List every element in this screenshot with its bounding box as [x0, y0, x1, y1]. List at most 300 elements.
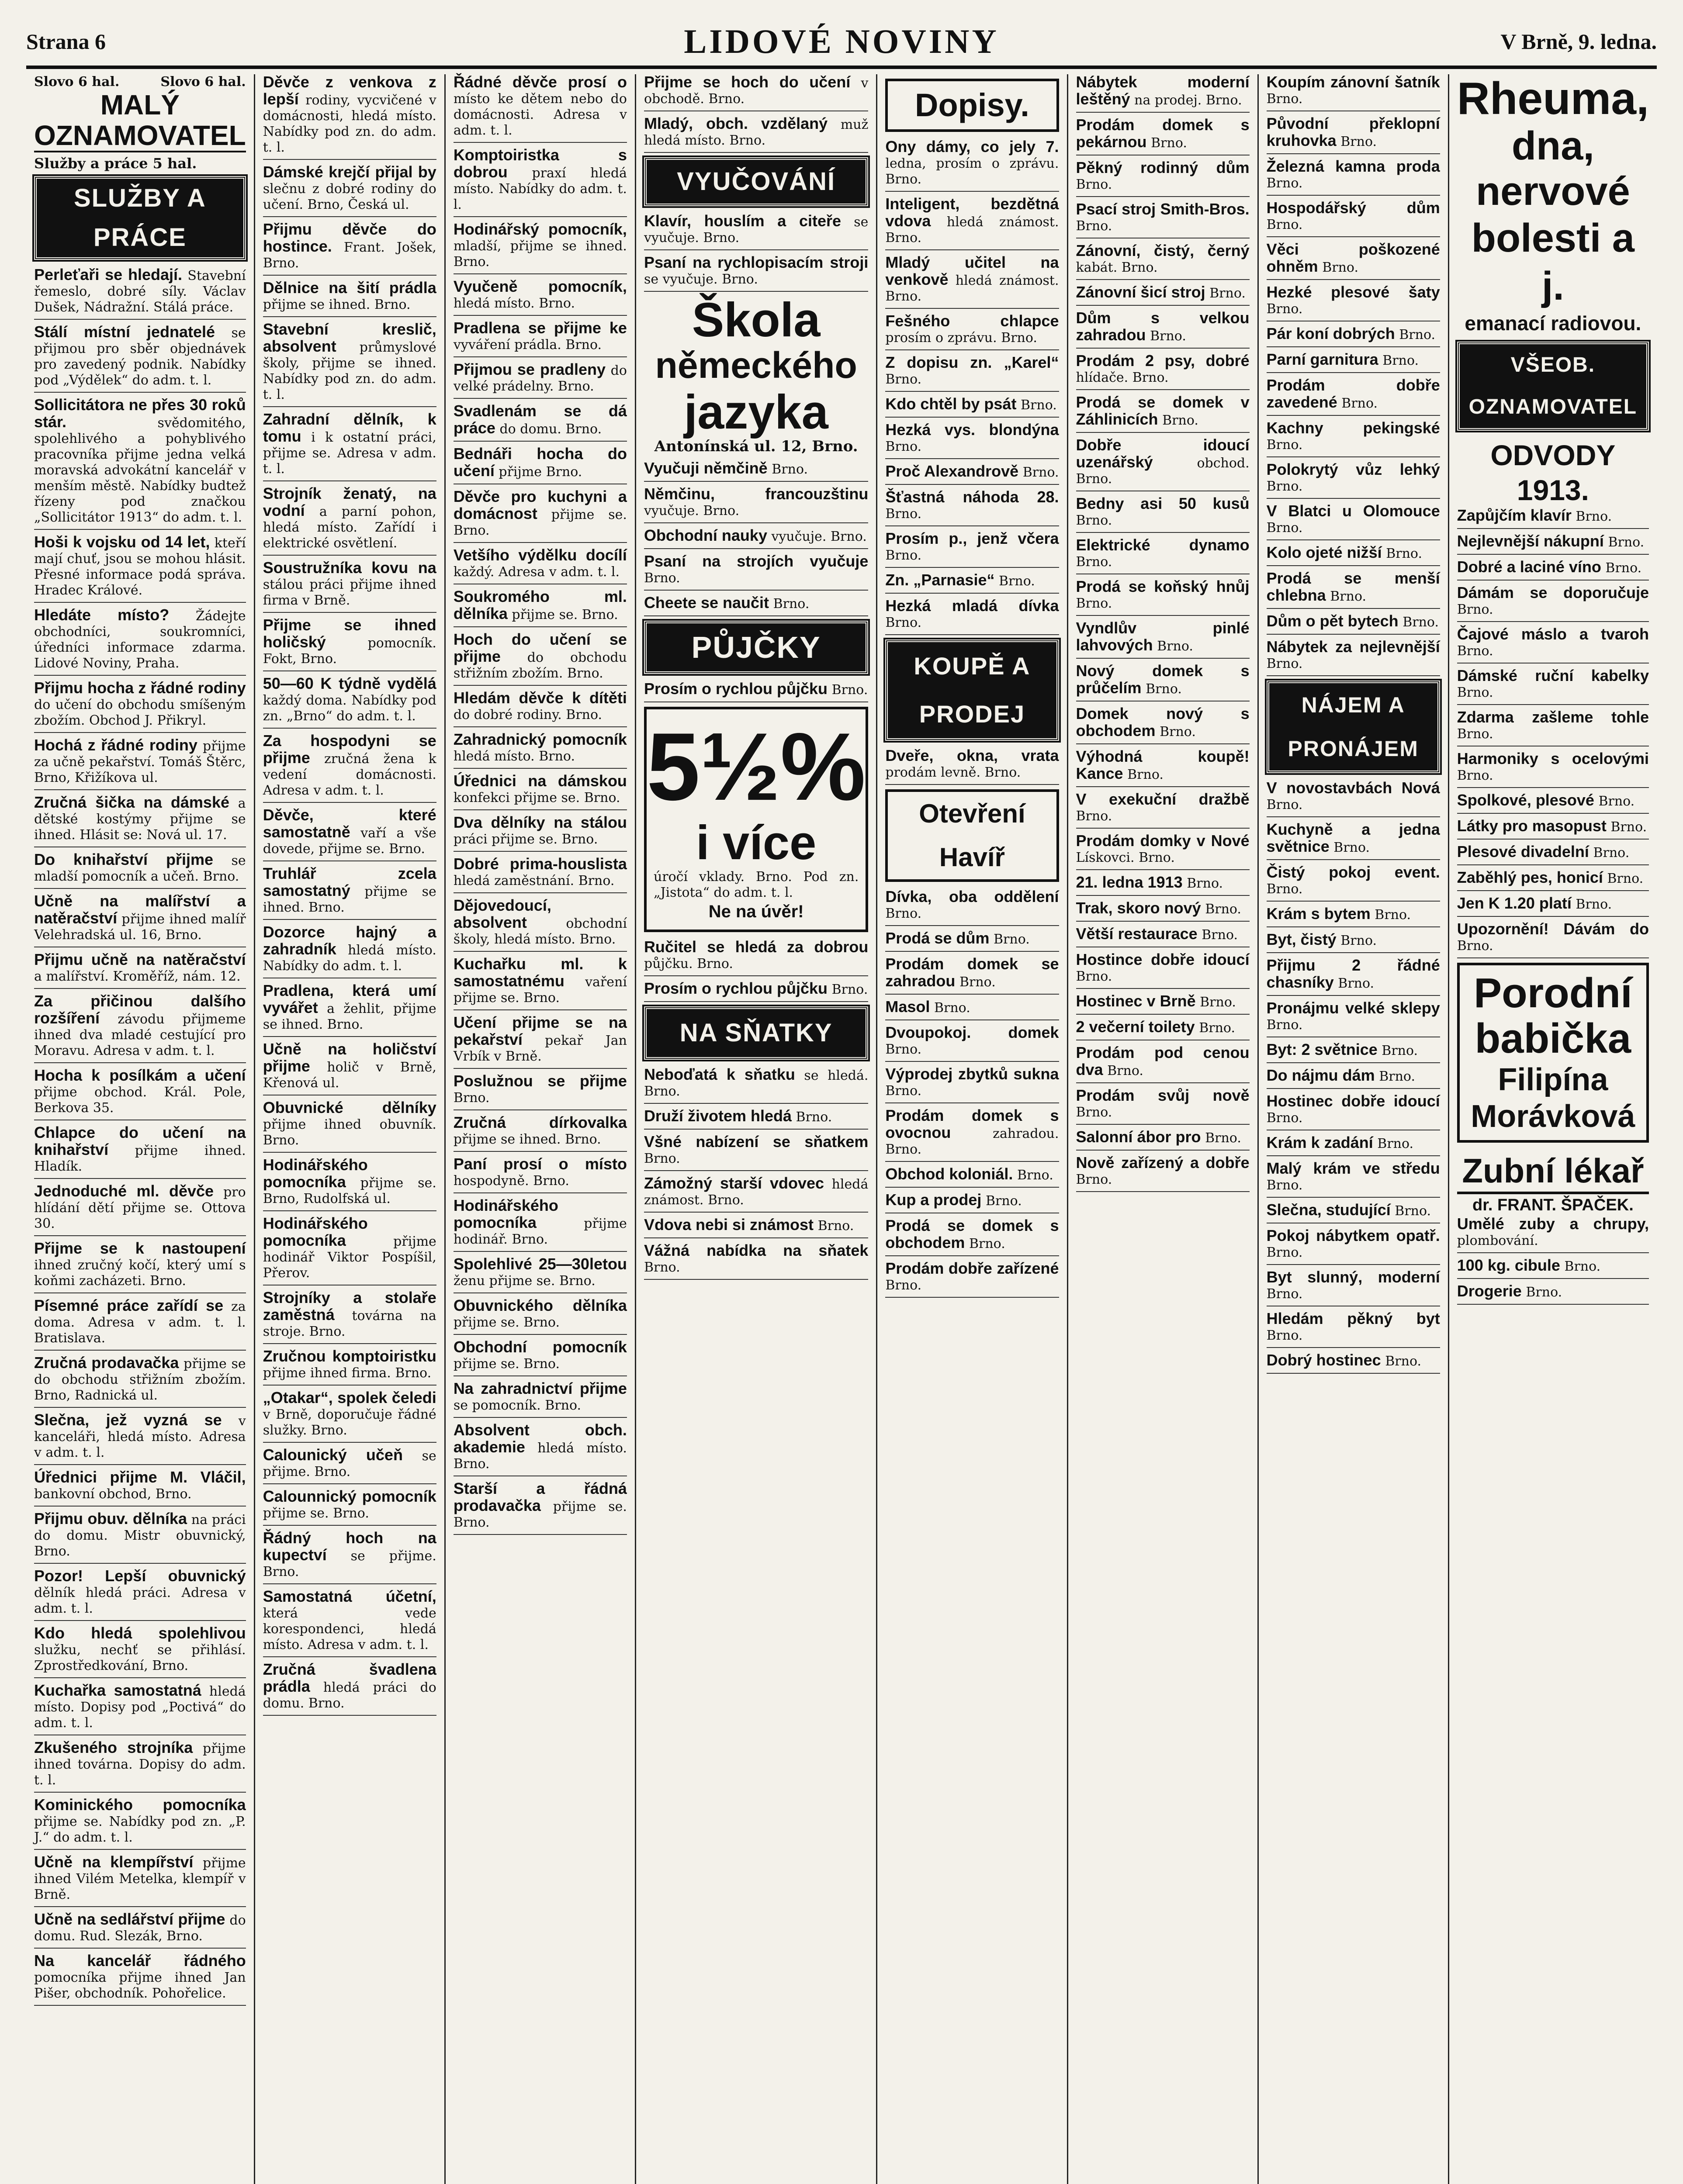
ad-lead: Zručná prodavačka — [34, 1354, 179, 1372]
ad-list — [644, 939, 868, 1002]
ad-text: Brno. — [934, 1000, 970, 1016]
classified-ad — [263, 321, 436, 407]
ad-text: Brno. — [1107, 1063, 1143, 1078]
ad-text: se pomocník. Brno. — [453, 1398, 582, 1413]
classified-ad — [1267, 1311, 1440, 1348]
classified-ad — [1076, 353, 1250, 390]
ad-text: Brno. — [1340, 134, 1377, 149]
ad-text: která vede korespondenci, hledá místo. Adresa v adm. t. l. — [263, 1606, 436, 1652]
ad-lead: Prodá se menší chlebna — [1266, 569, 1440, 604]
ad-lead: Masol — [885, 998, 930, 1016]
ad-text: Brno. — [1266, 1286, 1303, 1302]
ad-text: každý. Adresa v adm. t. l. — [453, 564, 620, 580]
ad-lead: Nábytek moderní leštěný — [1076, 73, 1250, 108]
ad-text: Brno. — [1200, 995, 1236, 1010]
classified-ad — [1267, 1202, 1440, 1223]
ad-lead: Slečna, jež vyzná se — [34, 1411, 222, 1429]
ad-text: Brno. — [1457, 643, 1493, 659]
ad-text: přijme hodinář Viktor Pospíšil, Přerov. — [263, 1234, 436, 1281]
ad-lead: Mladý učitel na venkově — [885, 253, 1059, 288]
masthead — [26, 17, 1657, 69]
newspaper-page — [26, 17, 1657, 2184]
classified-ad — [885, 355, 1059, 392]
ad-list — [644, 213, 868, 292]
ad-lead: Prodám dobře zařízené — [885, 1259, 1059, 1277]
ad-lead: Dobrý hostinec — [1266, 1351, 1381, 1369]
marriage-banner: NA SŇATKY — [644, 1006, 868, 1060]
ad-text: slečnu z dobré rodiny do učení. Brno, Česká ul. — [263, 181, 436, 212]
ad-lead: Nábytek za nejlevnější — [1266, 638, 1440, 656]
ad-lead: Kachny pekingské — [1266, 419, 1440, 437]
ad-lead: Vetšího výdělku docílí — [453, 546, 627, 564]
ad-text: přijme se. Brno. — [453, 1315, 560, 1330]
ad-text: Brno. — [1202, 927, 1238, 943]
ad-text: bankovní obchod, Brno. — [34, 1486, 192, 1502]
ad-text: přijme ihned malíř Velehradská ul. 16, Brno. — [34, 912, 246, 943]
classified-ad — [1267, 1352, 1440, 1374]
classified-ad — [1076, 201, 1250, 238]
classified-ad — [885, 889, 1059, 926]
ad-lead: Psací stroj Smith-Bros. — [1076, 200, 1250, 218]
ad-list — [1457, 508, 1649, 958]
classified-ad — [263, 486, 436, 556]
classified-ad — [263, 1100, 436, 1153]
classified-ad — [454, 1156, 627, 1193]
classified-ad — [34, 1355, 246, 1408]
ad-lead: Nový domek s průčelím — [1076, 662, 1250, 697]
ad-lead: Železná kamna proda — [1266, 157, 1440, 175]
ad-lead: Hoch do učení se přijme — [453, 630, 627, 665]
ad-text: do domu. Brno. — [499, 422, 602, 437]
ad-lead: V novostavbách Nová — [1266, 779, 1440, 797]
classified-ad — [34, 852, 246, 889]
classified-ad — [454, 690, 627, 727]
ad-text: továrna na stroje. Brno. — [263, 1308, 436, 1339]
ad-lead: Zručná šička na dámské — [34, 793, 229, 811]
ad-text: a malířství. Kroměříž, nám. 12. — [34, 969, 241, 984]
ad-lead: Prosím o rychlou půjčku — [644, 680, 828, 698]
classified-ad — [1076, 243, 1250, 280]
services-banner: SLUŽBY A PRÁCE — [34, 176, 246, 260]
classified-ad — [34, 1953, 246, 2006]
classified-ad — [263, 1530, 436, 1584]
classified-ad — [454, 589, 627, 627]
ad-lead: Calounnický pomocník — [263, 1487, 436, 1505]
ad-text: Brno. — [644, 1151, 680, 1166]
ad-lead: 50—60 K týdně vydělá — [263, 674, 436, 692]
ad-lead: Látky pro masopust — [1457, 817, 1607, 835]
ad-text: se mladší pomocník a učeň. Brno. — [34, 853, 246, 884]
ad-text: kteří mají chuť, jsou se mohou hlásit. Přesné informace podá správa. Hradec Králové. — [34, 536, 246, 598]
ad-lead: Učení přijme se na pekařství — [453, 1013, 627, 1048]
ad-lead: Písemné práce zařídí se — [34, 1296, 224, 1314]
ad-text: Brno. — [1341, 396, 1378, 411]
classified-ad — [1076, 926, 1250, 947]
ad-lead: Prodá se dům — [885, 929, 990, 947]
ad-lead: Klavír, houslím a citeře — [644, 212, 842, 230]
ad-lead: Hodinářského pomocníka — [263, 1214, 368, 1249]
ad-lead: Zánovní šicí stroj — [1076, 283, 1205, 301]
ad-text: služku, nechť se přihlásí. Zprostředkování, Brno. — [34, 1642, 246, 1673]
ad-lead: Hodinářský pomocník, — [453, 220, 627, 238]
classified-ad — [1267, 932, 1440, 953]
classified-ad — [34, 795, 246, 847]
ad-lead: Mladý, obch. vzdělaný — [644, 114, 828, 132]
ad-lead: Nejlevnější nákupní — [1457, 532, 1604, 550]
classified-ad — [885, 598, 1059, 635]
ad-lead: Parní garnitura — [1266, 350, 1378, 368]
ad-lead: Zahradní dělník, k tomu — [263, 410, 436, 445]
ad-text: Brno. — [1266, 656, 1303, 671]
ad-text: obchod. Brno. — [1076, 456, 1250, 487]
classified-ad — [454, 856, 627, 893]
classified-ad — [263, 1447, 436, 1484]
page-number: Strana 6 — [26, 29, 106, 54]
ad-text: Brno. — [1382, 1043, 1418, 1058]
classified-ad — [1076, 1019, 1250, 1040]
classified-ad — [34, 1625, 246, 1678]
ad-lead: Jednoduché ml. děvče — [34, 1182, 214, 1200]
ad-lead: Komptoiristka s dobrou — [453, 146, 627, 181]
ad-lead: Prodám domek s pekárnou — [1076, 116, 1250, 151]
classified-ad — [885, 531, 1059, 568]
ad-lead: Absolvent obch. akademie — [453, 1421, 627, 1456]
classified-ad — [1267, 200, 1440, 237]
classified-ad — [1457, 559, 1649, 581]
rheuma-text: emanací radiovou. — [1465, 312, 1641, 335]
classified-ad — [1457, 585, 1649, 622]
ad-text: pekař Jan Vrbík v Brně. — [453, 1033, 627, 1064]
ad-text: Brno. — [1382, 353, 1419, 368]
ad-lead: Dozorce hajný a zahradník — [263, 923, 436, 958]
midwife-box — [1457, 963, 1649, 1143]
ad-text: přijme ihned továrna. Dopisy do adm. t. l. — [34, 1741, 246, 1788]
ad-lead: Hledáte místo? — [34, 606, 170, 624]
classified-ad — [885, 956, 1059, 995]
ad-text: prodám levně. Brno. — [885, 765, 1021, 780]
ad-text: Brno. — [885, 1083, 922, 1099]
classified-ad — [1267, 420, 1440, 457]
ad-lead: Kuchyně a jedna světnice — [1266, 820, 1440, 855]
ad-text: Brno. — [1076, 969, 1112, 984]
interest-text: úročí vklady. Brno. Pod zn. „Jistota“ do adm. t. l. — [653, 869, 859, 900]
classified-ad — [34, 267, 246, 320]
ad-lead: Krám k zadání — [1266, 1133, 1373, 1151]
classified-ad — [263, 924, 436, 978]
ad-text: kabát. Brno. — [1076, 260, 1158, 275]
ad-lead: Obuvnické dělníky — [263, 1099, 436, 1116]
ad-text: Brno. — [1076, 596, 1112, 611]
ad-text: Brno. — [1457, 602, 1493, 617]
classified-ad — [1267, 545, 1440, 566]
classified-ad — [885, 463, 1059, 485]
classified-ad — [644, 595, 868, 616]
ad-lead: Větší restaurace — [1076, 925, 1198, 943]
ad-lead: Přijmu obuv. dělníka — [34, 1510, 187, 1527]
classified-ad — [1076, 117, 1250, 156]
ad-text: Brno. — [773, 596, 810, 612]
column-5 — [877, 74, 1068, 2184]
ad-text: muž hledá místo. Brno. — [644, 117, 869, 148]
ad-text: Brno. — [817, 1218, 854, 1234]
classified-ad — [454, 1015, 627, 1069]
interest-rate: 5½% — [646, 713, 866, 820]
classified-ad — [885, 255, 1059, 309]
ad-lead: Dívka, oba oddělení — [885, 888, 1059, 905]
classified-ad — [1076, 900, 1250, 922]
classified-ad — [454, 403, 627, 442]
classified-ad — [263, 1589, 436, 1657]
classified-ad — [34, 1511, 246, 1564]
ad-lead: Vážná nabídka na sňatek — [644, 1241, 869, 1259]
ad-text: Brno. — [1266, 479, 1303, 494]
ad-lead: Kominického pomocníka — [34, 1796, 246, 1814]
ad-lead: Prosím p., jenž včera — [885, 529, 1059, 547]
classified-ad — [1076, 496, 1250, 533]
classified-ad — [644, 116, 868, 153]
classified-ad — [454, 221, 627, 274]
classified-ad — [1076, 993, 1250, 1015]
ad-lead: Řádné děvče prosí o — [453, 73, 627, 91]
classified-ad — [1267, 1135, 1440, 1156]
classified-ad — [454, 320, 627, 357]
ad-lead: Zámožný starší vdovec — [644, 1174, 824, 1192]
ad-lead: Prodám domek s ovocnou — [885, 1106, 1059, 1141]
classified-ad — [263, 807, 436, 861]
ad-text: Brno. — [1457, 726, 1493, 742]
ad-lead: Učně na malířství a natěračství — [34, 892, 246, 927]
ad-text: se hledá. Brno. — [644, 1068, 869, 1099]
ad-lead: Prodá se domek v Záhlinicích — [1076, 393, 1250, 428]
ad-lead: Prodá se domek s obchodem — [885, 1216, 1059, 1251]
midwife-title-3: Filipína — [1498, 1062, 1608, 1097]
ad-text: Brno. — [1160, 724, 1196, 740]
interest-notice: Ne na úvěr! — [708, 902, 804, 921]
classified-ad — [885, 999, 1059, 1020]
ad-lead: Prodám domky v Nové — [1076, 832, 1250, 850]
ad-text: přijme se. Brno. — [453, 507, 627, 538]
classified-ad — [1457, 870, 1649, 891]
interest-box — [644, 707, 868, 932]
classified-ad — [1076, 160, 1250, 197]
ad-lead: Krám s bytem — [1266, 905, 1371, 923]
classified-ad — [1267, 159, 1440, 196]
classified-ad — [885, 396, 1059, 418]
ad-lead: Proč Alexandrově — [885, 462, 1019, 480]
column-4 — [636, 74, 877, 2184]
ad-text: i k ostatní práci, přijme se. Adresa v adm. t. l. — [263, 430, 436, 477]
classified-ad — [34, 1797, 246, 1850]
ad-lead: Inteligent, bezdětná vdova — [885, 195, 1059, 230]
ad-lead: Prodá se koňský hnůj — [1076, 577, 1250, 595]
classified-ad — [1267, 503, 1440, 540]
ad-lead: Pokoj nábytkem opatř. — [1266, 1227, 1440, 1244]
classified-ad — [263, 617, 436, 671]
column-1 — [26, 74, 255, 2184]
classified-ad — [644, 74, 868, 111]
ad-text: přijme za učně pekařství. Tomáš Štěrc, Brno, Křižíkova ul. — [34, 739, 246, 785]
ad-lead: Spolkové, plesové — [1457, 791, 1594, 809]
classified-ad — [34, 1568, 246, 1621]
classified-ad — [1076, 310, 1250, 349]
ad-lead: Kuchařku ml. k samostatnému — [453, 955, 627, 990]
ad-lead: Úřednici přijme M. Vláčil, — [34, 1468, 246, 1486]
classified-ad — [644, 1134, 868, 1171]
ad-lead: Výprodej zbytků sukna — [885, 1065, 1059, 1083]
ad-lead: Zaběhlý pes, honicí — [1457, 868, 1603, 886]
classified-ad — [454, 1298, 627, 1335]
ad-lead: Dvoupokoj. domek — [885, 1023, 1059, 1041]
classified-ad — [885, 1261, 1059, 1298]
ad-text: Brno. — [994, 932, 1030, 947]
classified-ad — [885, 1025, 1059, 1062]
ad-lead: Hostinec v Brně — [1076, 992, 1196, 1010]
ad-text: hospodyně. Brno. — [453, 1173, 569, 1189]
ad-text: Brno. — [1205, 902, 1241, 917]
ad-text: Brno. — [1402, 615, 1439, 630]
ad-text: Brno. — [796, 1109, 832, 1125]
rheuma-title-3: bolesti a j. — [1471, 216, 1635, 308]
ad-text: hledá známost. Brno. — [885, 273, 1059, 304]
sales-banner: KOUPĚ A PRODEJ — [885, 639, 1059, 741]
classified-ad — [454, 1381, 627, 1418]
classified-ad — [1457, 818, 1649, 840]
ad-lead: Hezká vys. blondýna — [885, 421, 1059, 439]
ad-text: rodiny, vycvičené v domácnosti, hledá místo. Nabídky pod zn. do adm. t. l. — [263, 93, 436, 155]
classified-ad — [885, 748, 1059, 785]
ad-lead: Přijmu 2 řádné chasníky — [1266, 956, 1440, 991]
issue-date: V Brně, 9. ledna. — [1500, 29, 1657, 54]
classified-ad — [1076, 394, 1250, 433]
classified-ad — [454, 74, 627, 143]
classified-ad — [885, 139, 1059, 192]
classified-ad — [1457, 626, 1649, 663]
ad-text: se vyučuje. Brno. — [644, 272, 758, 287]
ad-lead: Kolo ojeté nižší — [1266, 543, 1382, 561]
classified-ad — [644, 981, 868, 1002]
ad-lead: Přijmu učně na natěračství — [34, 950, 246, 968]
ad-lead: Sollicitátora ne přes 30 roků stár. — [34, 396, 246, 431]
ad-lead: Dějovedoucí, absolvent — [453, 896, 551, 931]
ad-text: se přijme. Brno. — [263, 1448, 436, 1479]
classified-ad — [1076, 284, 1250, 306]
ad-list — [885, 889, 1059, 1298]
ad-text: Brno. — [1338, 976, 1375, 991]
classified-ad — [1267, 1228, 1440, 1265]
ad-text: a parní pohon, hledá místo. Zařídí i elektrické osvětlení. — [263, 504, 436, 551]
school-title-2: německého — [655, 345, 857, 386]
ad-text: ledna, prosím o zprávu. Brno. — [885, 156, 1059, 187]
ad-lead: Strojníky a stolaře zaměstná — [263, 1289, 436, 1324]
ad-lead: Pěkný rodinný dům — [1076, 159, 1250, 176]
ad-lead: Přijmou se pradleny — [453, 360, 606, 378]
classified-ad — [1457, 751, 1649, 788]
classified-ad — [1457, 668, 1649, 705]
classified-ad — [454, 1198, 627, 1252]
ad-text: na práci do domu. Mistr obuvnický, Brno. — [34, 1512, 246, 1559]
classified-ad — [644, 255, 868, 292]
ad-text: svědomitého, spolehlivého a pohyblivého pracovníka přijme jedna velká moravská advokátní kancelář v menším městě. Nabídky budtež řízeny pod značkou „Sollicitátor 1913“ do adm. t. l. — [34, 415, 246, 525]
ad-lead: Strojník ženatý, na vodní — [263, 484, 436, 519]
ad-lead: Původní překlopní kruhovka — [1266, 114, 1440, 149]
ad-text: Brno. — [1395, 1203, 1431, 1219]
ad-lead: Byt: 2 světnice — [1266, 1040, 1378, 1058]
classified-ad — [34, 1740, 246, 1793]
ad-lead: Pradlena se přijme ke — [453, 319, 627, 337]
ad-text: Brno. — [453, 1090, 490, 1106]
ad-text: na prodej. Brno. — [1134, 93, 1242, 108]
ad-text: Brno. — [1076, 218, 1112, 234]
ad-text: Brno. — [1209, 286, 1246, 301]
classified-ad — [263, 1390, 436, 1443]
classified-ad — [1267, 377, 1440, 416]
ad-text: se přijmou pro sběr objednávek pro zavedený podnik. Nabídky pod „Výdělek“ do adm. t. l. — [34, 325, 246, 388]
ad-text: pro hlídání dětí přijme se. Ottova 30. — [34, 1185, 246, 1231]
classified-ad — [885, 1192, 1059, 1213]
ad-text: zahradou. Brno. — [885, 1126, 1059, 1157]
ad-text: Brno. — [1151, 135, 1187, 151]
classified-ad — [263, 1216, 436, 1286]
ad-lead: Šťastná náhoda 28. — [885, 488, 1059, 506]
ad-lead: Přijmu hocha z řádné rodiny — [34, 679, 246, 697]
classified-ad — [1076, 663, 1250, 702]
ad-text: Brno. — [1457, 938, 1493, 954]
ad-text: Brno. — [1457, 768, 1493, 783]
ad-text: Frant. Jošek, Brno. — [263, 240, 436, 271]
ad-text: Brno. — [1266, 797, 1303, 812]
ad-text: Brno. — [1199, 1020, 1235, 1036]
classified-ad — [454, 489, 627, 543]
ad-text: Brno. — [1146, 681, 1182, 697]
classified-ad — [1076, 833, 1250, 870]
classified-ad — [34, 737, 246, 790]
ad-text: do dobré rodiny. Brno. — [453, 707, 603, 722]
ad-lead: Vyučeně pomocník, — [453, 277, 627, 295]
classified-ad — [34, 680, 246, 733]
classified-ad — [34, 1412, 246, 1465]
ad-list — [644, 74, 868, 153]
classified-ad — [644, 939, 868, 976]
ad-list — [1267, 780, 1440, 1374]
letters-banner: Dopisy. — [885, 79, 1059, 132]
ad-lead: Paní prosí o místo — [453, 1155, 627, 1173]
column-8 — [1449, 74, 1657, 2184]
ad-lead: Hochá z řádné rodiny — [34, 736, 197, 754]
ad-lead: Vyučuji němčině — [644, 459, 768, 477]
ad-lead: Umělé zuby a chrupy, — [1457, 1215, 1649, 1233]
ad-lead: Obuvnického dělníka — [453, 1296, 627, 1314]
ad-text: vaří a vše dovede, přijme se. Brno. — [263, 826, 436, 857]
ad-text: praxí hledá místo. Nabídky do adm. t. l. — [453, 166, 627, 212]
dentist-title: Zubní lékař — [1457, 1150, 1649, 1194]
ad-text: Brno. — [1266, 881, 1303, 897]
ad-text: v Brně, doporučuje řádné služky. Brno. — [263, 1407, 436, 1438]
ad-lead: Plesové divadelní — [1457, 843, 1589, 860]
ad-list — [1267, 74, 1440, 676]
ad-text: a žehlit, přijme se ihned. Brno. — [263, 1001, 436, 1032]
ad-text: přijme se do obchodu střižním zbožím. Brno, Radnická ul. — [34, 1356, 246, 1403]
ad-text: průmyslové školy, přijme se ihned. Nabídky pod zn. do adm. t. l. — [263, 340, 436, 402]
ad-text: půjčku. Brno. — [644, 956, 733, 971]
ad-text: Brno. — [885, 372, 922, 387]
ad-lead: Byt, čistý — [1266, 930, 1337, 948]
ad-text: Brno. — [1076, 1105, 1112, 1120]
ad-lead: Drogerie — [1457, 1282, 1522, 1300]
ad-text: Brno. — [1322, 260, 1358, 275]
ad-lead: Fešného chlapce — [885, 312, 1059, 330]
ad-text: v kanceláři, hledá místo. Adresa v adm. t. l. — [34, 1413, 246, 1460]
ad-lead: Hoši k vojsku od 14 let, — [34, 533, 210, 551]
